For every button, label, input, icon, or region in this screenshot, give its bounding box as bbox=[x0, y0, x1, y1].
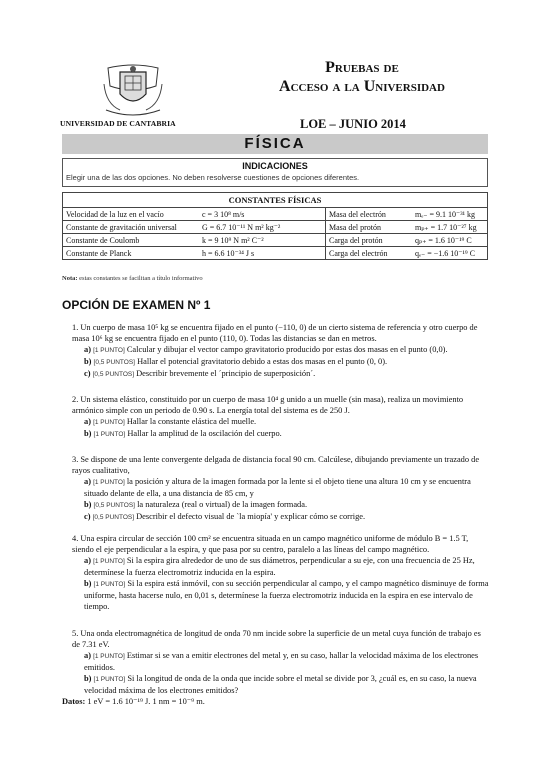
question-4 bbox=[62, 533, 490, 612]
question-part-c: c) [0,5 PUNTOS] Describir el defecto visual de `la miopía' y explicar cómo se corrige. bbox=[84, 512, 366, 521]
section-title: OPCIÓN DE EXAMEN Nº 1 bbox=[62, 298, 211, 312]
question-part-a: a) [1 PUNTO] Si la espira gira alrededor de uno de sus diámetros, perpendicular a su eje, con una frecuencia de 25 Hz, determínese la fuerza electromotriz inducida en la espira. bbox=[84, 556, 475, 577]
instructions-heading: INDICACIONES bbox=[242, 161, 308, 171]
instructions-text: Elegir una de las dos opciones. No deben resolverse cuestiones de opciones diferentes. bbox=[66, 173, 360, 182]
question-text: 1. Un cuerpo de masa 10⁵ kg se encuentra fijado en el punto (−110, 0) de un cierto sistema de referencia y otro cuerpo de masa 10⁶ kg se encuentra fijado en el punto (110, 0). Todas las distancias se dan en metros. bbox=[72, 323, 478, 343]
exam-title: Pruebas de Acceso a la Universidad bbox=[279, 59, 445, 95]
university-name: UNIVERSIDAD DE CANTABRIA bbox=[60, 119, 176, 128]
question-3 bbox=[62, 454, 490, 523]
question-part-a: a) [1 PUNTO] Hallar la constante elástica del muelle. bbox=[84, 417, 257, 426]
question-part-a: a) [1 PUNTO] Estimar si se van a emitir electrones del metal y, en su caso, hallar la velocidad máxima de los electrones emitidos. bbox=[84, 651, 479, 672]
question-data: Datos: 1 eV = 1.6 10⁻¹⁹ J. 1 nm = 10⁻⁹ m. bbox=[62, 697, 205, 706]
question-1 bbox=[62, 322, 490, 380]
question-part-a: a) [1 PUNTO] la posición y altura de la imagen formada por la lente si el objeto tiene una altura 10 cm y se encuentra situado delante de ella, a una distancia de 85 cm, y bbox=[84, 477, 471, 498]
question-part-c: c) [0,5 PUNTOS] Describir brevemente el ´principio de superposición´. bbox=[84, 369, 316, 378]
question-text: 5. Una onda electromagnética de longitud de onda 70 nm incide sobre la superficie de un metal cuya función de trabajo es de 7.31 eV. bbox=[72, 629, 481, 649]
question-part-b: b) [1 PUNTO] Hallar la amplitud de la oscilación del cuerpo. bbox=[84, 429, 282, 438]
question-part-a: a) [1 PUNTO] Calcular y dibujar el vector campo gravitatorio producido por estas dos masas en el punto (0,0). bbox=[84, 345, 448, 354]
question-part-b: b) [1 PUNTO] Si la espira está inmóvil, con su sección perpendicular al campo, y el campo magnético disminuye de forma uniforme, hasta hacerse nulo, en 0,01 s, determínese la fuerza electromotriz inducida en la espira en ese intervalo de tiempo. bbox=[84, 579, 489, 611]
question-text: 2. Un sistema elástico, constituido por un cuerpo de masa 10⁴ g unido a un muelle (sin masa), realiza un movimiento armónico simple con un periodo de 0.90 s. La energía total del sistema es de 250 J. bbox=[72, 395, 464, 415]
table-row: Constante de Coulomb k = 9 10⁹ N m² C⁻² Carga del protón qₚ₊ = 1.6 10⁻¹⁹ C bbox=[63, 234, 488, 247]
subject-banner: FÍSICA bbox=[62, 134, 488, 154]
question-5 bbox=[62, 628, 490, 707]
constants-table bbox=[62, 192, 488, 260]
question-text: 3. Se dispone de una lente convergente delgada de distancia focal 90 cm. Calcúlese, dibujando previamente un trazado de rayos cualitativo, bbox=[72, 455, 480, 475]
question-part-b: b) [0,5 PUNTOS] la naturaleza (real o virtual) de la imagen formada. bbox=[84, 500, 308, 509]
table-row: Constante de gravitación universal G = 6.7 10⁻¹¹ N m² kg⁻² Masa del protón mₚ₊ = 1.7 10⁻²⁷ kg bbox=[63, 221, 488, 234]
instructions-box bbox=[62, 158, 488, 187]
table-row: Velocidad de la luz en el vacío c = 3 10⁸ m/s Masa del electrón mₑ₋ = 9.1 10⁻³¹ kg bbox=[63, 208, 488, 221]
university-crest-logo bbox=[98, 64, 168, 118]
question-part-b: b) [0,5 PUNTOS] Hallar el potencial gravitatorio debido a estas dos masas en el punto (0, 0). bbox=[84, 357, 388, 366]
question-part-b: b) [1 PUNTO] Si la longitud de onda de la onda que incide sobre el metal se divide por 3, ¿cuál es, en su caso, la nueva velocidad máxima de los electrones emitidos? bbox=[84, 674, 477, 695]
constants-heading: CONSTANTES FÍSICAS bbox=[63, 193, 488, 208]
question-text: 4. Una espira circular de sección 100 cm² se encuentra situada en un campo magnético uniforme de módulo B = 1.5 T, siendo el eje perpendicular a la espira, y que pasa por su centro, paralelo a las líneas del campo magnético. bbox=[72, 534, 469, 554]
table-row: Constante de Planck h = 6.6 10⁻³⁴ J s Carga del electrón qₑ₋ = −1.6 10⁻¹⁹ C bbox=[63, 247, 488, 260]
question-2 bbox=[62, 394, 490, 440]
constants-note: Nota: estas constantes se facilitan a título informativo bbox=[62, 275, 203, 282]
exam-session: LOE – JUNIO 2014 bbox=[300, 117, 406, 131]
